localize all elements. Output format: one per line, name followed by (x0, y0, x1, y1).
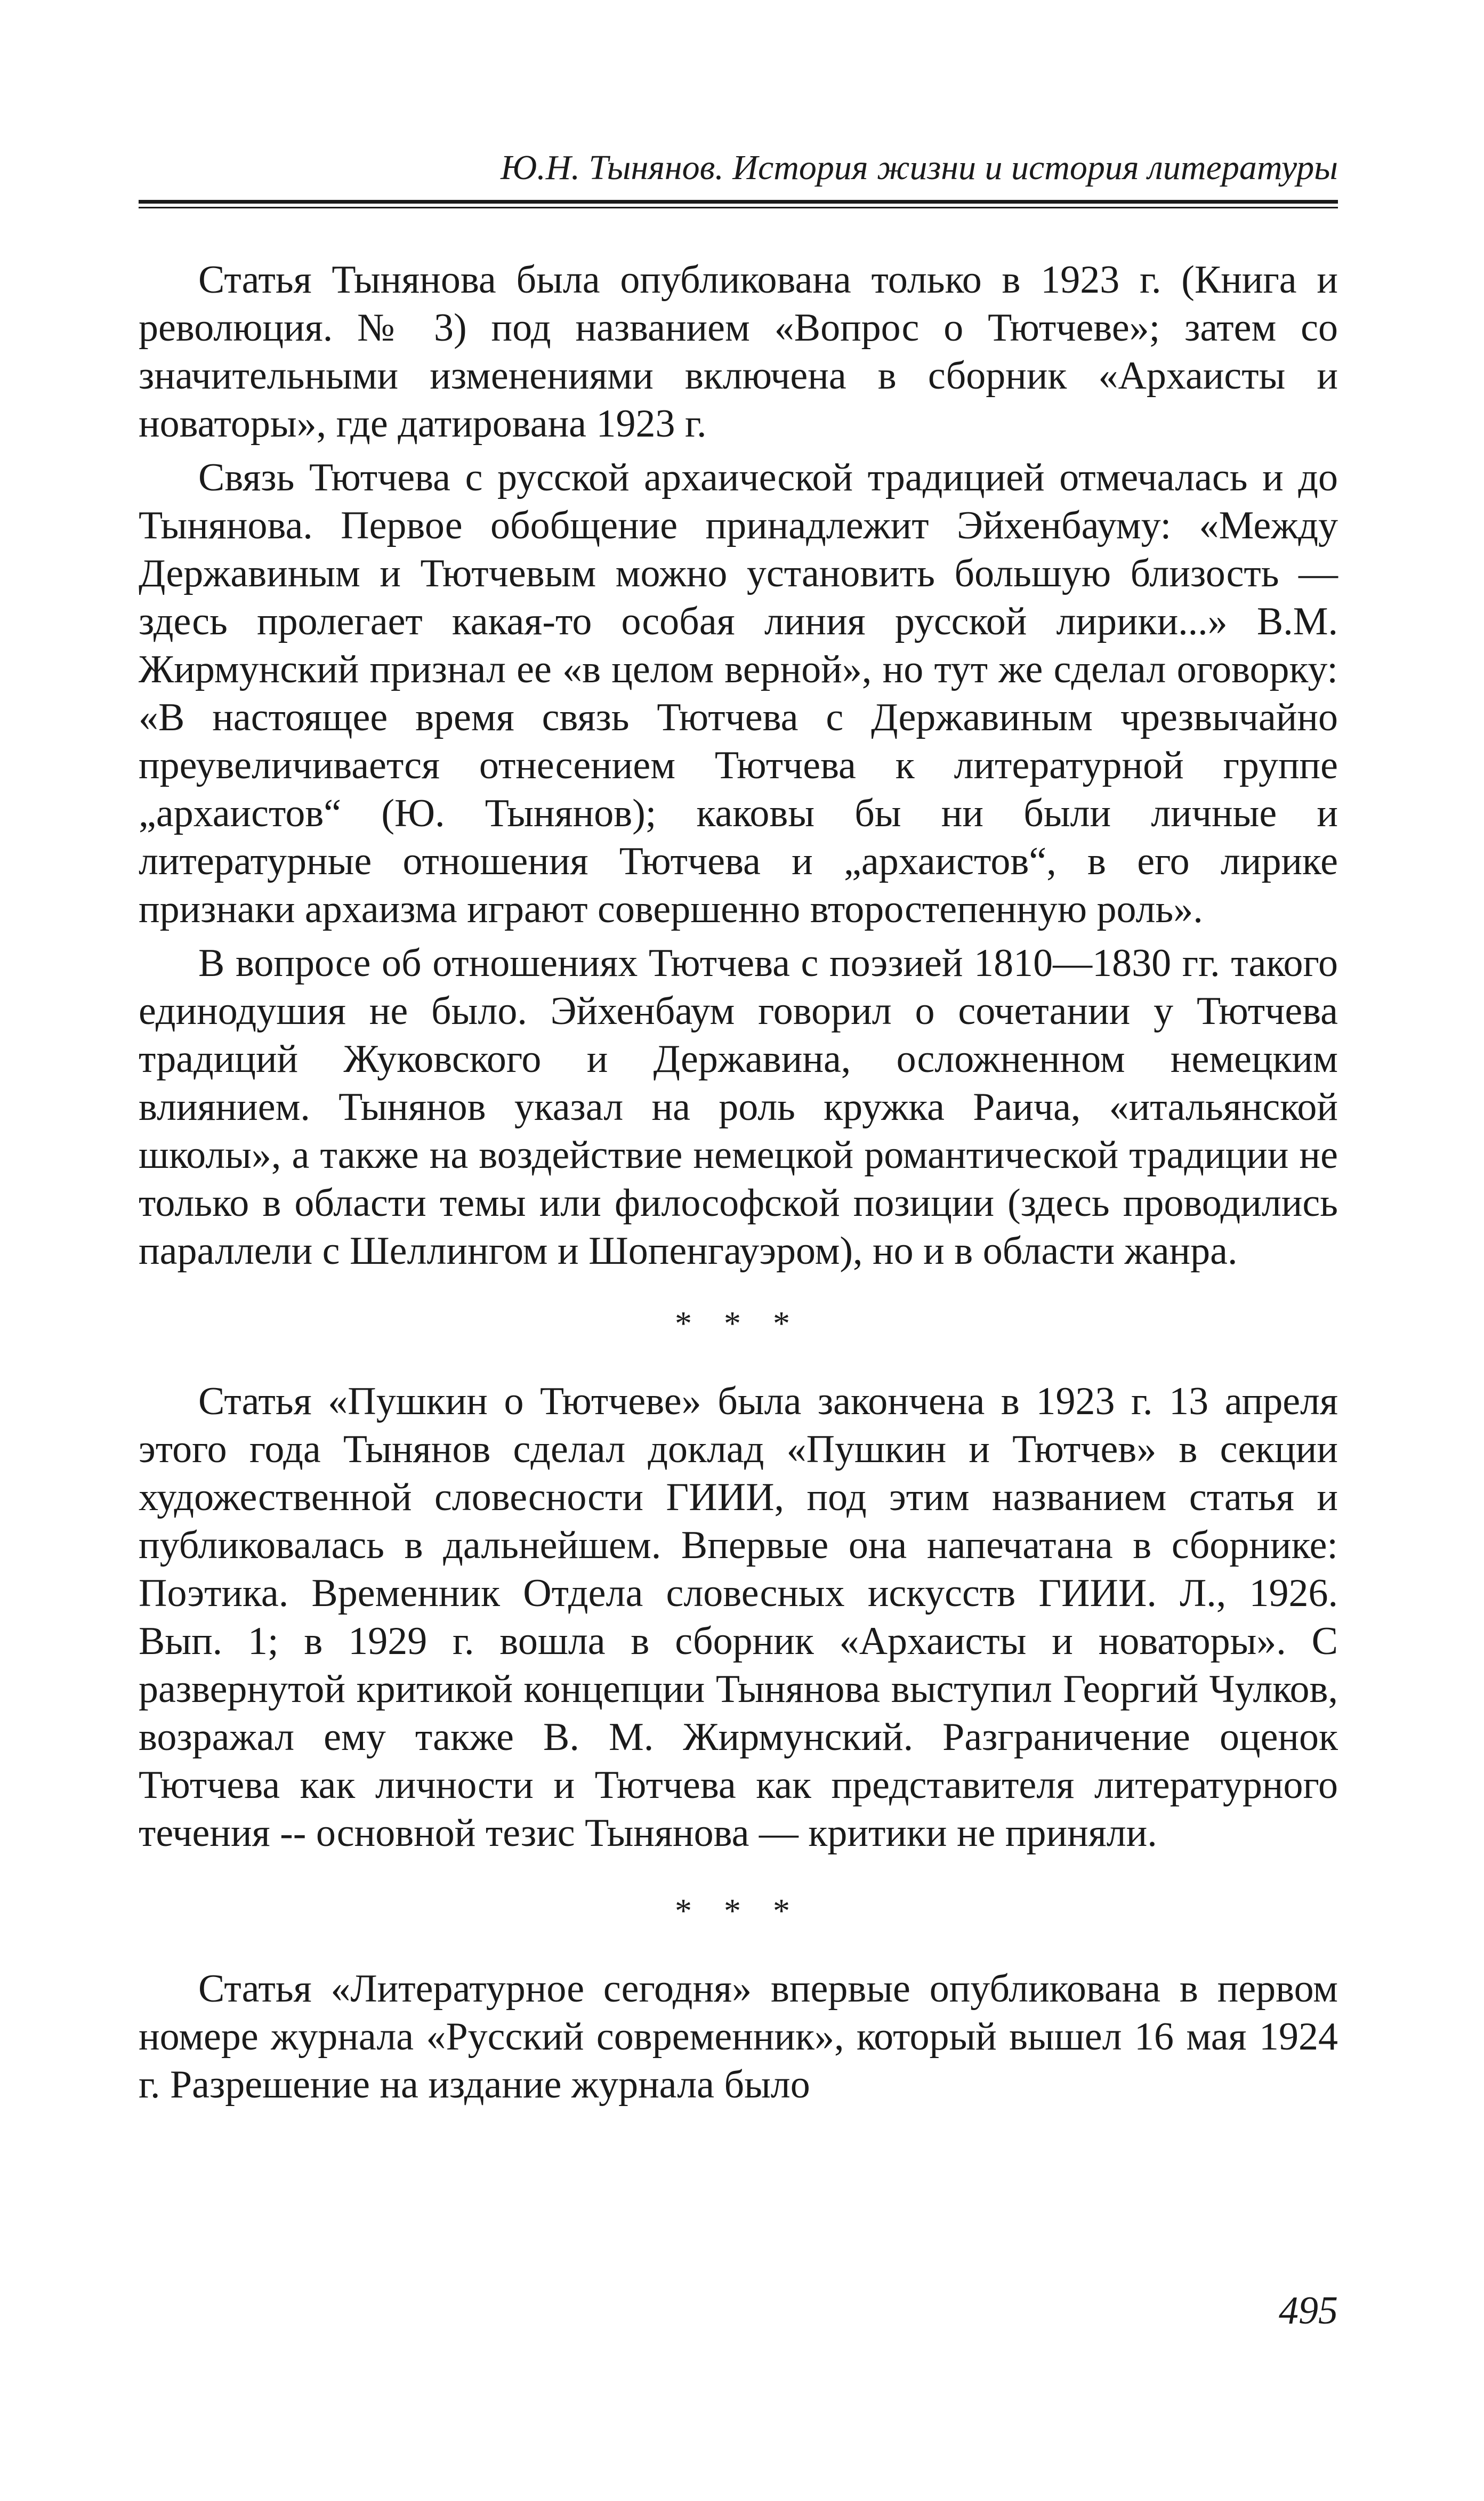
running-header (139, 144, 1338, 203)
header-rule-thin (139, 207, 1338, 208)
running-title: Ю.Н. Тынянов. История жизни и история литературы (501, 148, 1338, 187)
paragraph-5: Статья «Литературное сегодня» впервые опубликована в первом номере журнала «Русский современник», который вышел 16 мая 1924 г. Разрешение на издание журнала было (139, 1967, 1338, 2107)
paragraph-4: Статья «Пушкин о Тютчеве» была закончена в 1923 г. 13 апреля этого года Тынянов сделал доклад «Пушкин и Тютчев» в секции художественной словесности ГИИИ, под этим названием статья и публиковалась в дальнейшем. Впервые она напечатана в сборнике: Поэтика. Временник Отдела словесных искусств ГИИИ. Л., 1926. Вып. 1; в 1929 г. вошла в сборник «Архаисты и новаторы». С развернутой критикой концепции Тынянова выступил Георгий Чулков, возражал ему также В. М. Жирмунский. Разграничение оценок Тютчева как личности и Тютчева как представителя литературного течения -- основной тезис Тынянова — критики не приняли. (139, 1379, 1338, 1855)
paragraph-3: В вопросе об отношениях Тютчева с поэзией 1810—1830 гг. такого единодушия не было. Эйхенбаум говорил о сочетании у Тютчева традиций Жуковского и Державина, осложненном немецким влиянием. Тынянов указал на роль кружка Раича, «итальянской школы», а также на воздействие немецкой романтической традиции не только в области темы или философской позиции (здесь проводились параллели с Шеллингом и Шопенгауэром), но и в области жанра. (139, 941, 1338, 1273)
paragraph-2: Связь Тютчева с русской архаической традицией отмечалась и до Тынянова. Первое обобщение принадлежит Эйхенбауму: «Между Державиным и Тютчевым можно установить большую близость — здесь пролегает какая-то особая линия русской лирики...» В.М. Жирмунский признал ее «в целом верной», но тут же сделал оговорку: «В настоящее время связь Тютчева с Державиным чрезвычайно преувеличивается отнесением Тютчева к литературной группе „архаистов“ (Ю. Тынянов); каковы бы ни были личные и литературные отношения Тютчева и „архаистов“, в его лирике признаки архаизма играют совершенно второстепенную роль». (139, 456, 1338, 931)
header-rule-thick (139, 200, 1338, 204)
page-body (139, 256, 1338, 2115)
section-separator-2: * * * (675, 1892, 802, 1930)
paragraph-1: Статья Тынянова была опубликована только в 1923 г. (Книга и революция. № 3) под названием «Вопрос о Тютчеве»; затем со значительными изменениями включена в сборник «Архаисты и новаторы», где датирована 1923 г. (139, 258, 1338, 446)
section-separator-1: * * * (675, 1304, 802, 1342)
page-number: 495 (1279, 2289, 1338, 2333)
